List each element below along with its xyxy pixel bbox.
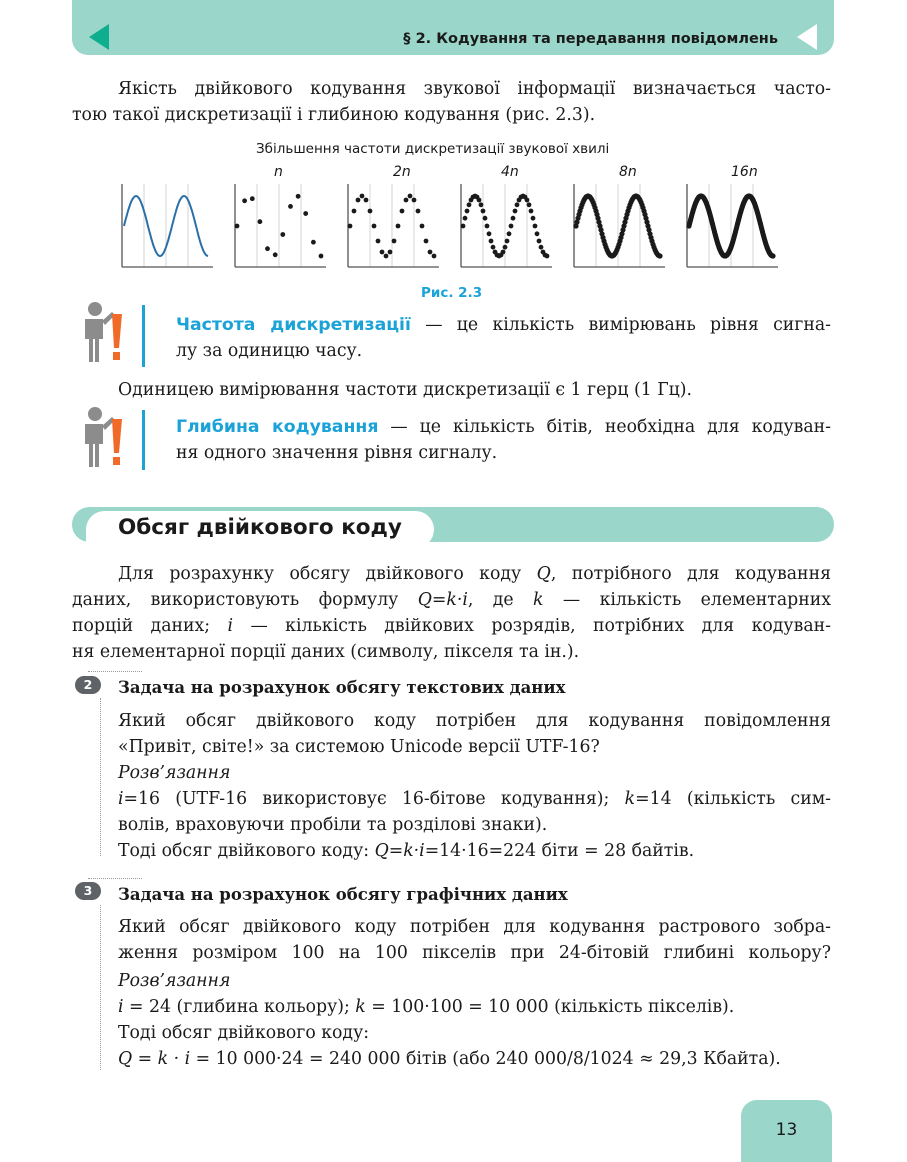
sample-point bbox=[505, 239, 510, 244]
intro-line-2: тою такої дискретизації і глибиною кодування (рис. 2.3). bbox=[72, 105, 596, 125]
sample-point bbox=[250, 196, 255, 201]
sample-point bbox=[404, 198, 409, 203]
sample-point bbox=[420, 224, 425, 229]
sample-point bbox=[487, 231, 492, 236]
sample-point bbox=[396, 224, 401, 229]
sample-point bbox=[657, 253, 662, 258]
sampling-figure bbox=[118, 180, 788, 272]
sample-point bbox=[265, 246, 270, 251]
callout-bar-1 bbox=[142, 305, 145, 367]
sample-point bbox=[539, 245, 544, 250]
sample-point bbox=[400, 209, 405, 214]
panel-label-16n: 16n bbox=[731, 164, 758, 180]
sample-point bbox=[501, 250, 506, 255]
sample-point bbox=[364, 198, 369, 203]
sample-point bbox=[527, 202, 532, 207]
chapter-header bbox=[72, 0, 834, 55]
sample-point bbox=[273, 252, 278, 257]
sample-point bbox=[531, 216, 536, 221]
sample-point bbox=[511, 216, 516, 221]
task-3-dotted-rule bbox=[88, 878, 142, 879]
sample-point bbox=[360, 194, 365, 199]
sample-point bbox=[380, 250, 385, 255]
task-3-title: Задача на розрахунок обсягу графічних даних bbox=[118, 885, 568, 904]
sample-point bbox=[376, 239, 381, 244]
term-sampling-rate: Частота дискретизації bbox=[176, 315, 411, 335]
sample-point bbox=[533, 224, 538, 229]
task-2-title: Задача на розрахунок обсягу текстових даних bbox=[118, 678, 566, 697]
task-3-solution-label: Розв’язання bbox=[118, 971, 231, 991]
term-bit-depth: Глибина кодування bbox=[176, 417, 379, 437]
sample-point bbox=[368, 209, 373, 214]
sample-point bbox=[461, 224, 466, 229]
page-number: 13 bbox=[775, 1120, 798, 1140]
figure-title: Збільшення частоти дискретизації звукової хвилі bbox=[256, 141, 610, 157]
sample-point bbox=[545, 254, 550, 259]
sample-point bbox=[424, 239, 429, 244]
sample-point bbox=[770, 253, 775, 258]
panel-label-4n: 4n bbox=[501, 164, 519, 180]
intro-paragraph bbox=[72, 76, 831, 102]
sample-point bbox=[483, 216, 488, 221]
section-title: Обсяг двійкового коду bbox=[118, 515, 402, 540]
sample-point bbox=[416, 209, 421, 214]
sample-point bbox=[348, 224, 353, 229]
sample-point bbox=[465, 209, 470, 214]
task-3-badge: 3 bbox=[75, 882, 101, 900]
panel-label-8n: 8n bbox=[619, 164, 637, 180]
sample-point bbox=[311, 240, 316, 245]
panel-label-n: n bbox=[274, 164, 283, 180]
sample-point bbox=[388, 250, 393, 255]
sample-point bbox=[303, 211, 308, 216]
sample-point bbox=[513, 209, 518, 214]
sample-point bbox=[356, 198, 361, 203]
sample-point bbox=[463, 216, 468, 221]
sample-point bbox=[503, 245, 508, 250]
sample-point bbox=[515, 202, 520, 207]
sample-point bbox=[535, 231, 540, 236]
definition-bit-depth: Глибина кодування — це кількість бітів, необхідна для кодуван- ня одного значення рівня сигналу. bbox=[176, 417, 832, 463]
sample-point bbox=[481, 209, 486, 214]
sample-point bbox=[288, 204, 293, 209]
chapter-title: § 2. Кодування та передавання повідомлень bbox=[403, 31, 778, 47]
task-2-dotted-line bbox=[100, 698, 101, 856]
sample-point bbox=[280, 232, 285, 237]
sample-point bbox=[509, 224, 514, 229]
sample-point bbox=[479, 202, 484, 207]
sample-point bbox=[384, 254, 389, 259]
sample-point bbox=[235, 224, 240, 229]
sample-point bbox=[242, 198, 247, 203]
task-2-solution-label: Розв’язання bbox=[118, 763, 231, 783]
sample-point bbox=[392, 239, 397, 244]
previous-page-icon[interactable] bbox=[89, 24, 109, 50]
sample-point bbox=[432, 254, 437, 259]
sample-point bbox=[485, 224, 490, 229]
sample-point bbox=[319, 254, 324, 259]
sample-point bbox=[537, 239, 542, 244]
attention-person-icon bbox=[78, 405, 130, 469]
sample-point bbox=[412, 198, 417, 203]
unit-paragraph: Одиницею вимірювання частоти дискретизації є 1 герц (1 Гц). bbox=[118, 380, 692, 400]
task-3-body: Який обсяг двійкового коду потрібен для кодування растрового зобра- ження розміром 100 на 100 пікселів при 24-бітовій глибині кольору? Розв’язання i = 24 (глибина кольору); k = 100·100 = 10 000 (кількість пікселів). Тоді обсяг двійкового коду: Q = k · i = 10 000·24 = 240 000 бітів (або 240 000/8/1024 ≈ 29,3 Кбайта). bbox=[118, 917, 831, 1069]
sample-point bbox=[428, 250, 433, 255]
sample-point bbox=[525, 198, 530, 203]
callout-bar-2 bbox=[142, 410, 145, 470]
task-2-badge: 2 bbox=[75, 676, 101, 694]
sample-point bbox=[489, 239, 494, 244]
intro-line-1: Якість двійкового кодування звукової інформації визначається часто- bbox=[118, 79, 831, 99]
sample-point bbox=[529, 209, 534, 214]
formula-paragraph: Для розрахунку обсягу двійкового коду Q, потрібного для кодування даних, використовують формулу Q=k·i, де k — кількість елементарних порцій даних; i — кількість двійкових розрядів, потрібних для кодуван- ня елементарної порції даних (символу, пікселя та ін.). bbox=[72, 564, 831, 662]
sample-point bbox=[491, 245, 496, 250]
sample-point bbox=[477, 198, 482, 203]
intro-paragraph-end bbox=[72, 102, 831, 128]
next-page-icon[interactable] bbox=[797, 24, 817, 50]
task-2-dotted-rule bbox=[88, 671, 142, 672]
sample-point bbox=[467, 202, 472, 207]
panel-label-2n: 2n bbox=[393, 164, 411, 180]
sample-point bbox=[352, 209, 357, 214]
task-2-body: Який обсяг двійкового коду потрібен для кодування повідомлення «Привіт, світе!» за системою Unicode версії UTF-16? Розв’язання i=16 (UTF-16 використовує 16-бітове кодування); k=14 (кількість сим- волів, враховуючи пробіли та розділові знаки). Тоді обсяг двійкового коду: Q=k·i=14·16=224 біти = 28 байтів. bbox=[118, 711, 831, 861]
definition-sampling-rate: Частота дискретизації — це кількість вимірювань рівня сигна- лу за одиницю часу. bbox=[176, 315, 831, 361]
sample-point bbox=[408, 194, 413, 199]
sample-point bbox=[507, 231, 512, 236]
formula: Q=k·i bbox=[417, 590, 468, 610]
attention-person-icon bbox=[78, 300, 130, 364]
sample-point bbox=[296, 194, 301, 199]
figure-caption: Рис. 2.3 bbox=[421, 285, 483, 301]
sample-point bbox=[258, 219, 263, 224]
sample-point bbox=[372, 224, 377, 229]
task-3-dotted-line bbox=[100, 905, 101, 1070]
